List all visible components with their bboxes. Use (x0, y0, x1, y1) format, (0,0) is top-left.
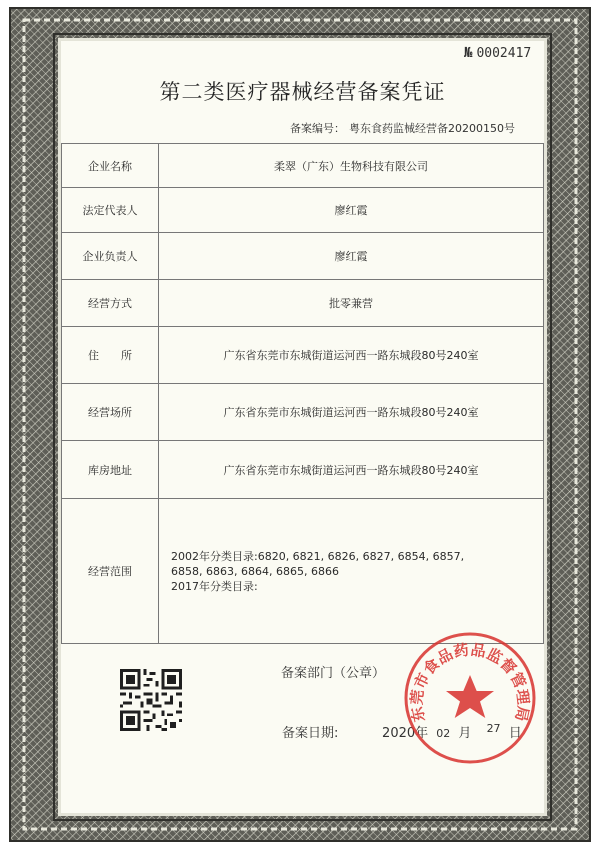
filing-date-label: 备案日期: (282, 726, 339, 741)
field-label: 住 所 (62, 327, 159, 384)
page-title: 第二类医疗器械经营备案凭证 (159, 80, 446, 104)
filing-number-value: 粤东食药监械经营备20200150号 (349, 122, 515, 135)
scope-line-1: 2002年分类目录:6820, 6821, 6826, 6827, 6854, 6857, (171, 549, 465, 563)
serial-prefix: № (464, 45, 473, 61)
field-value: 柔翠（广东）生物科技有限公司 (159, 144, 544, 188)
table-row (62, 327, 544, 384)
table-row (62, 233, 544, 280)
table-row (62, 280, 544, 327)
table-row (62, 384, 544, 441)
scope-line-3: 2017年分类目录: (171, 579, 258, 593)
filing-department-label: 备案部门（公章） (281, 666, 386, 681)
field-value: 广东省东莞市东城街道运河西一路东城段80号240室 (159, 327, 544, 384)
table-row (62, 144, 544, 188)
filing-date-day-unit: 日 (508, 726, 522, 741)
filing-date-month-unit: 月 (458, 726, 472, 741)
filing-number (290, 120, 515, 136)
table-row (62, 499, 544, 644)
field-label: 法定代表人 (62, 188, 159, 233)
field-label: 企业名称 (62, 144, 159, 188)
field-label: 经营场所 (62, 384, 159, 441)
seal-text: 东莞市食品药品监督管理局 (407, 640, 533, 724)
serial-value: 0002417 (476, 46, 532, 61)
qr-code-icon (120, 669, 182, 731)
field-label: 经营方式 (62, 280, 159, 327)
serial-number (464, 45, 531, 61)
field-label: 库房地址 (62, 441, 159, 499)
filing-date-year: 2020年 (382, 726, 429, 741)
field-value: 批零兼营 (159, 280, 544, 327)
field-value: 广东省东莞市东城街道运河西一路东城段80号240室 (159, 384, 544, 441)
filing-date-day: 27 (486, 722, 501, 735)
field-value: 广东省东莞市东城街道运河西一路东城段80号240室 (159, 441, 544, 499)
filing-number-label: 备案编号： (290, 122, 345, 135)
field-label: 企业负责人 (62, 233, 159, 280)
scope-label: 经营范围 (62, 499, 159, 644)
scope-value (159, 499, 544, 644)
info-table (61, 143, 544, 644)
table-row (62, 441, 544, 499)
filing-date-month: 02 (436, 727, 451, 740)
scope-line-2: 6858, 6863, 6864, 6865, 6866 (171, 564, 339, 578)
official-seal (402, 630, 538, 766)
field-value: 廖红霞 (159, 233, 544, 280)
star-icon (446, 675, 494, 718)
table-row (62, 188, 544, 233)
field-value: 廖红霞 (159, 188, 544, 233)
